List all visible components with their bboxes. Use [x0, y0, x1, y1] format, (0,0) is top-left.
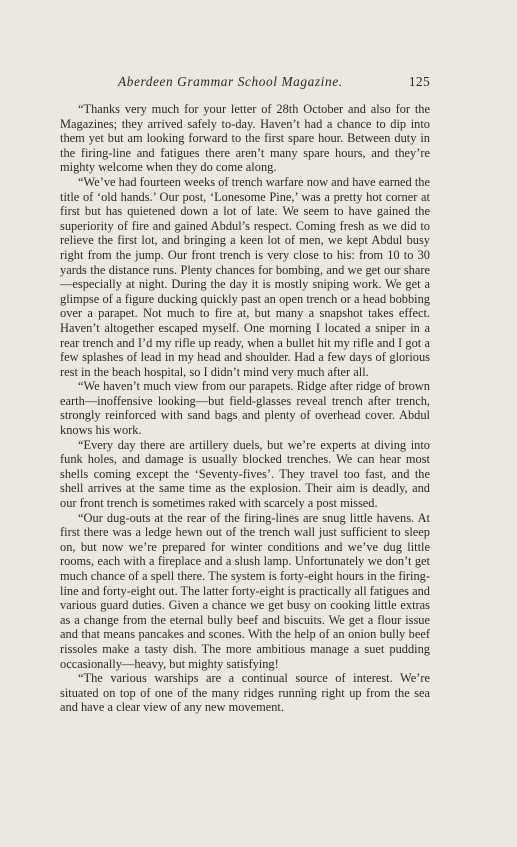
paragraph: “The various warships are a continual source of interest. We’re situated on top of one of the many ridges running right up from the sea and have a clear view of any new movement.: [60, 671, 430, 715]
paragraph: “Our dug-outs at the rear of the firing-lines are snug little havens. At first there was a ledge hewn out of the trench wall just sufficient to sleep on, but now we’re prepared for winter conditions and we’ve dug little rooms, each with a fireplace and a slush lamp. Unfortunately we don’t get much chance of a spell there. The system is forty-eight hours in the firing-line and forty-eight out. The latter forty-eight is practically all fatigues and various guard duties. Given a chance we get busy on cooking little extras as a change from the eternal bully beef and biscuits. We get a flour issue and that means pancakes and scones. With the help of an onion bully beef rissoles make a tasty dish. The more ambitious manage a suet pudding occasionally—heavy, but mighty satisfying!: [60, 510, 430, 671]
paragraph: “Every day there are artillery duels, but we’re experts at diving into funk holes, and damage is usually blocked trenches. We can hear most shells coming except the ‘Seventy-fives’. They travel too fast, and the shell arrives at the same time as the explosion. Their aim is deadly, and our front trench is sometimes raked with scarcely a post missed.: [60, 437, 430, 511]
paragraph: “Thanks very much for your letter of 28th October and also for the Magazines; they arrived safely to-day. Haven’t had a chance to dip into them yet but am looking forward to the first spare hour. Between duty in the firing-line and fatigues there aren’t many spare hours, and they’re mighty welcome when they do come along.: [60, 102, 430, 175]
paragraph: “We haven’t much view from our parapets. Ridge after ridge of brown earth—inoffensive looking—but field-glasses reveal trench after trench, strongly reinforced with sand bags and plenty of overhead cover. Abdul knows his work.: [60, 379, 430, 438]
page-number: 125: [408, 74, 430, 89]
article-body: [60, 102, 430, 715]
paragraph: “We’ve had fourteen weeks of trench warfare now and have earned the title of ‘old hands.’ Our post, ‘Lonesome Pine,’ was a pretty hot corner at first but has quietened down a lot of late. We seem to have gained the superiority of fire and gained Abdul’s respect. Coming fresh as we did to relieve the first lot, and bringing a keen lot of men, we kept Abdul busy right from the jump. Our front trench is very close to his: from 10 to 30 yards the distance runs. Plenty chances for bombing, and we get our share—especially at night. During the day it is mostly sniping work. We get a glimpse of a figure ducking quickly past an open trench or a head bobbing over a parapet. Not much to fire at, but many a snapshot takes effect. Haven’t altogether escaped myself. One morning I located a sniper in a rear trench and I’d my rifle up ready, when a bullet hit my rifle and I got a few splashes of lead in my head and shoulder. Had a few days of glorious rest in the beach hospital, so I didn’t mind very much after all.: [60, 174, 430, 379]
page-header: [60, 74, 430, 92]
running-title: Aberdeen Grammar School Magazine.: [118, 74, 343, 89]
